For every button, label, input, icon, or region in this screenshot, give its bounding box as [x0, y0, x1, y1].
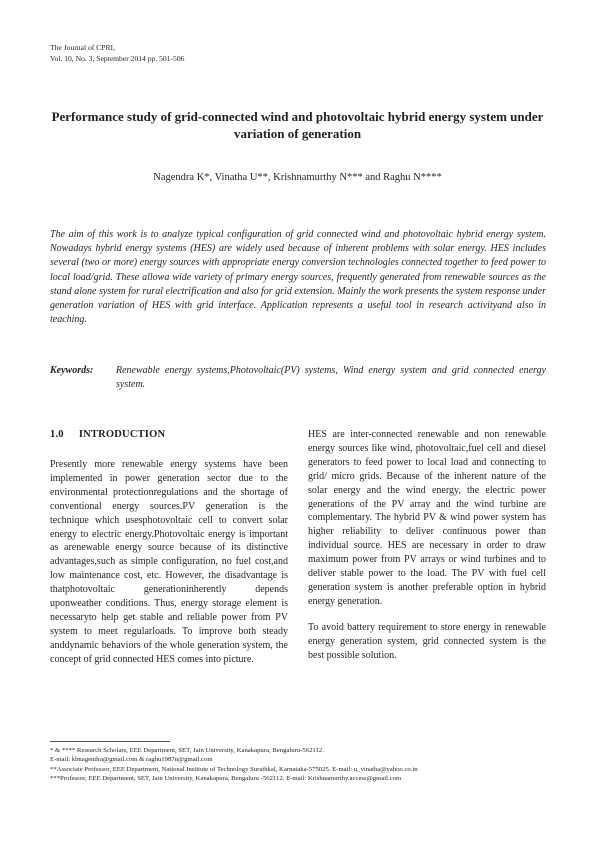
footnote-rule	[50, 741, 170, 742]
footnotes	[50, 746, 546, 784]
body-paragraph: Presently more renewable energy systems have been implemented in power generation sector due to the environmental protectionregulations and the shortage of conventional energy sources.PV generation is the technique which usesphotovoltaic cell to convert solar energy to electric energy.Photovoltaic energy is important as arenewable energy source because of its distinctive advantages,such as simple configuration, no fuel cost,and low maintenance cost, etc. However, the disadvantage is thatphotovoltaic generationinherently depends uponweather conditions. Thus, energy storage element is necessaryto help get stable and reliable power from PV system to meet regularloads. To improve both steady anddynamic behaviors of the whole generation system, the concept of grid connected HES comes into picture.	[50, 459, 288, 665]
keywords-label: Keywords:	[50, 365, 94, 376]
journal-citation	[50, 42, 184, 64]
footnote: **Associate Professor, EEE Department, National Institute of Technology Surathkal, Karnataka-575025. E-mail: u_vinatha@yahoo.co.in	[50, 765, 418, 773]
footnote: * & **** Research Scholars, EEE Department, SET, Jain University, Kanakapura, Bengaluru-562112.	[50, 747, 324, 754]
abstract: The aim of this work is to analyze typical configuration of grid connected wind and photovoltaic hybrid energy system. Nowadays hybrid energy systems (HES) are widely used because of inherent problems with solar energy. HES includes several (two or more) energy sources with appropriate energy conversion technologies connected together to feed power to local load/grid. These allowa wide variety of primary energy sources, frequently generated from renewable sources as the stand alone system for rural electrification and also for grid extension. Mainly the work presents the system response under generation variation of HES with grid interface. Application represents a useful tool in research activityand also in teaching.	[50, 229, 546, 326]
body-paragraph: To avoid battery requirement to store energy in renewable energy generation system, grid connected system is the best possible solution.	[308, 621, 546, 661]
footnote: E-mail: kbnagendra@gmail.com & raghu1987n@gmail.com	[50, 756, 213, 764]
journal-volume-info: Vol. 10, No. 3, September 2014 pp. 501-506	[50, 54, 185, 63]
body-column-left	[50, 458, 288, 667]
author-list: Nagendra K*, Vinatha U**, Krishnamurthy N*** and Raghu N****	[153, 172, 442, 183]
journal-name: The Journal of CPRI,	[50, 43, 115, 52]
body-paragraph: HES are inter-connected renewable and non renewable energy sources like wind, photovoltaic,fuel cell and diesel generators to feed power to local load and connecting to grid/ micro grids. Because of the inherent nature of the solar energy and the wind energy, the electric power generations of the PV array and the wind turbine are complementary. The hybrid PV & wind power system has higher reliability to deliver continuous power than individual source. HES are necessary in order to draw maximum power from PV arrays or wind turbines and to deliver stable power to the load. The PV with fuel cell generation system is another preferable option in hybrid energy generation.	[308, 429, 546, 607]
section-number: 1.0	[50, 429, 64, 440]
body-column-right	[308, 428, 546, 663]
paper-title: Performance study of grid-connected wind and photovoltaic hybrid energy system under variation of generation	[51, 109, 544, 141]
keywords-text: Renewable energy systems,Photovoltaic(PV) systems, Wind energy system and grid connected energy system.	[116, 365, 546, 391]
footnote: ***Professor, EEE Department, SET, Jain University, Kanakapura, Bengaluru -562112. E-mail: Krishnamurthy.access@gmail.com	[50, 775, 402, 783]
section-title: INTRODUCTION	[78, 429, 166, 440]
section-heading	[50, 428, 165, 441]
